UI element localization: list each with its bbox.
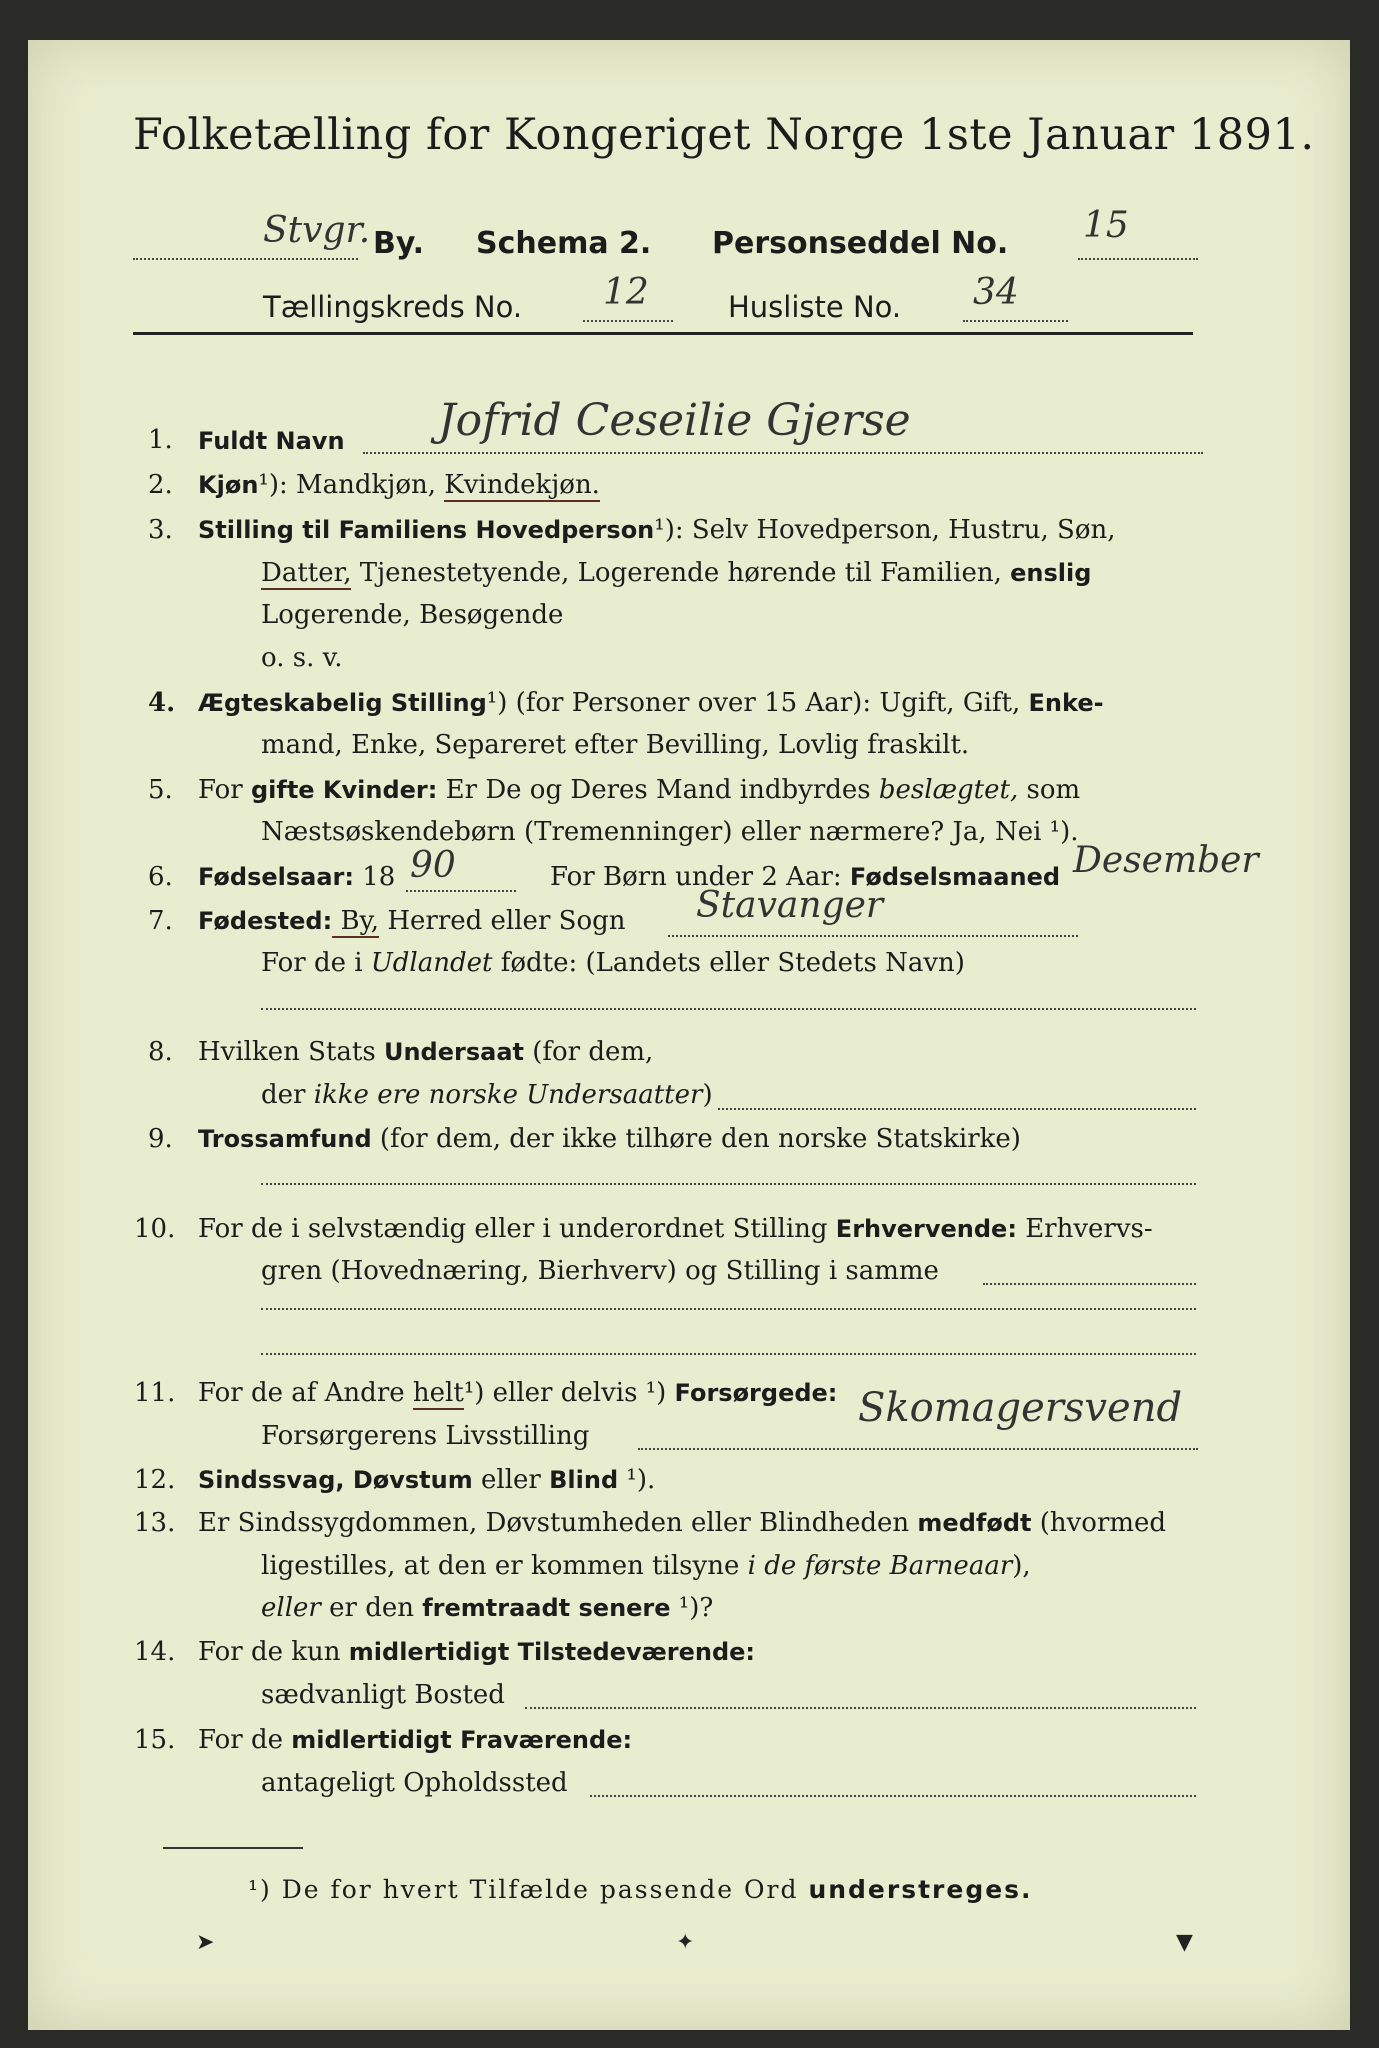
foreign-birth-line <box>261 948 965 978</box>
text: (for dem, der ikke tilhøre den norske Statskirke) <box>371 1124 1021 1154</box>
congenital-line-2 <box>261 1551 1031 1581</box>
text: Herred eller Sogn <box>379 906 626 936</box>
text: For de kun <box>198 1637 349 1667</box>
text: ) <box>702 1080 713 1110</box>
position-label: Stilling til Familiens Hovedperson <box>198 516 655 544</box>
footnote-emphasis: understreges. <box>808 1875 1033 1904</box>
text: Blind <box>549 1466 619 1494</box>
occupation-label: Erhvervende: <box>835 1215 1017 1243</box>
religion-label: Trossamfund <box>198 1125 372 1153</box>
hand-husliste: 34 <box>973 272 1019 313</box>
religion-dotline <box>261 1183 1196 1185</box>
text: Erhvervs- <box>1016 1214 1153 1244</box>
hand-personseddel: 15 <box>1083 205 1129 246</box>
text: der <box>261 1080 314 1110</box>
married-women-label: gifte Kvinder: <box>250 776 438 804</box>
hand-full-name: Jofrid Ceseilie Gjerse <box>438 395 911 446</box>
temp-absent-label: midlertidigt Fraværende: <box>291 1726 633 1754</box>
text: eller <box>472 1465 550 1495</box>
item-number: 5. <box>148 775 173 805</box>
husliste-dotline <box>963 320 1068 322</box>
item-number: 2. <box>148 470 173 500</box>
text: For de i <box>261 948 371 978</box>
item-number: 13. <box>134 1508 176 1538</box>
marital-enke: Enke- <box>1028 689 1104 717</box>
husliste-label: Husliste No. <box>728 290 902 324</box>
congenital-line-1 <box>198 1508 1166 1538</box>
citizenship-line-1 <box>198 1037 653 1067</box>
marital-label: Ægteskabelig Stilling <box>198 689 487 717</box>
hand-birth-year: 90 <box>410 845 456 886</box>
city-dotline <box>133 258 358 260</box>
sex-line <box>198 470 600 500</box>
usual-residence-label: sædvanligt Bosted <box>261 1680 505 1710</box>
text: fremtraadt senere <box>422 1594 671 1622</box>
text: ¹). <box>618 1465 656 1495</box>
registration-mark-center-icon: ✦ <box>676 1930 695 1955</box>
position-line-2 <box>261 558 1091 588</box>
text: For de <box>198 1725 292 1755</box>
hand-birthplace: Stavanger <box>696 885 884 926</box>
position-line-3: Logerende, Besøgende <box>261 600 564 630</box>
supporter-occupation-label: Forsørgerens Livsstilling <box>261 1421 590 1451</box>
birthplace-dotline <box>668 935 1078 937</box>
position-line-1 <box>198 515 1116 545</box>
congenital-label: medfødt <box>917 1509 1032 1537</box>
probable-residence-label: antageligt Opholdssted <box>261 1768 568 1798</box>
item-number: 6. <box>148 862 173 892</box>
item-number: 9. <box>148 1124 173 1154</box>
marital-line-1 <box>198 688 1104 718</box>
occupation-dotline-1 <box>983 1283 1196 1285</box>
marital-line-2: mand, Enke, Separeret efter Bevilling, Lovlig fraskilt. <box>261 730 970 760</box>
footnote-rule <box>163 1847 303 1849</box>
usual-residence-dotline <box>525 1707 1196 1709</box>
occupation-dotline-2 <box>261 1308 1196 1310</box>
text: ¹) eller delvis ¹) <box>463 1378 675 1408</box>
birthplace-label: Fødested: <box>198 907 333 935</box>
supporter-dotline <box>638 1448 1198 1450</box>
text: eller <box>261 1593 321 1623</box>
birth-year-prefix: 18 <box>354 862 396 892</box>
sex-label: Kjøn <box>198 471 259 499</box>
item-number: 15. <box>134 1725 176 1755</box>
hand-supporter-occupation: Skomagersvend <box>858 1385 1183 1431</box>
married-women-line-1 <box>198 775 1080 805</box>
occupation-line-1 <box>198 1214 1153 1244</box>
item-number: 11. <box>134 1378 176 1408</box>
supported-line-1 <box>198 1378 837 1408</box>
text: For de af Andre <box>198 1378 413 1408</box>
text: fødte: (Landets eller Stedets Navn) <box>492 948 965 978</box>
footnote <box>248 1875 1033 1904</box>
occupation-line-2: gren (Hovednæring, Bierhverv) og Stilling i samme <box>261 1256 939 1286</box>
marital-options-1: ¹) (for Personer over 15 Aar): Ugift, Gift, <box>486 688 1029 718</box>
position-options-2: Tjenestetyende, Logerende hørende til Familien, <box>351 558 1011 588</box>
personseddel-label: Personseddel No. <box>712 226 1009 261</box>
text: ¹)? <box>670 1593 714 1623</box>
probable-residence-dotline <box>590 1795 1196 1797</box>
birthplace-line <box>198 906 626 936</box>
position-line-4: o. s. v. <box>261 643 343 673</box>
birth-month-label: Fødselsmaaned <box>849 863 1061 891</box>
taellingskreds-dotline <box>583 320 673 322</box>
registration-mark-right-icon: ▼ <box>1176 1930 1193 1955</box>
temp-absent-line <box>198 1725 632 1755</box>
text: ), <box>1012 1551 1031 1581</box>
item-number: 14. <box>134 1637 176 1667</box>
hand-taellingskreds: 12 <box>603 272 649 313</box>
item-number: 4. <box>148 688 176 718</box>
birth-year-label: Fødselsaar: <box>198 863 354 891</box>
religion-line <box>198 1124 1021 1154</box>
position-options-1: ¹): Selv Hovedperson, Hustru, Søn, <box>654 515 1116 545</box>
item-number: 3. <box>148 515 173 545</box>
birth-year-dotline <box>406 890 516 892</box>
sex-options: ¹): Mandkjøn, <box>258 470 445 500</box>
text: Udlandet <box>370 948 493 978</box>
text: (for dem, <box>523 1037 654 1067</box>
text: For de i selvstændig eller i underordnet Stilling <box>198 1214 836 1244</box>
text: er den <box>320 1593 423 1623</box>
census-form <box>28 40 1350 2030</box>
position-enslig: enslig <box>1010 559 1092 587</box>
text: som <box>1018 775 1081 805</box>
sex-selected: Kvindekjøn. <box>444 470 600 500</box>
supported-helt-selected: helt <box>412 1378 464 1408</box>
disability-line <box>198 1465 655 1495</box>
temp-present-label: midlertidigt Tilstedeværende: <box>348 1638 756 1666</box>
by-label: By. <box>373 226 425 261</box>
occupation-dotline-3 <box>261 1353 1196 1355</box>
birth-year-line <box>198 862 395 892</box>
disability-label: Sindssvag, Døvstum <box>198 1466 473 1494</box>
item-number: 8. <box>148 1037 173 1067</box>
hand-birth-month: Desember <box>1073 840 1259 881</box>
text: (hvormed <box>1031 1508 1167 1538</box>
text: ikke ere norske Undersaatter <box>313 1080 703 1110</box>
item-number: 7. <box>148 906 173 936</box>
item-number: 12. <box>134 1465 176 1495</box>
text: i de første Barneaar <box>747 1551 1013 1581</box>
birthplace-by-selected: By, <box>332 906 380 936</box>
supported-label: Forsørgede: <box>674 1379 838 1407</box>
foreign-birth-dotline <box>261 1008 1196 1010</box>
citizenship-line-2 <box>261 1080 713 1110</box>
full-name-label: Fuldt Navn <box>198 427 345 455</box>
header-rule <box>133 332 1193 335</box>
taellingskreds-label: Tællingskreds No. <box>263 290 523 324</box>
personseddel-dotline <box>1078 258 1198 260</box>
text: Er De og Deres Mand indbyrdes <box>437 775 879 805</box>
congenital-line-3 <box>261 1593 713 1623</box>
hand-city: Stvgr. <box>263 210 371 251</box>
name-dotline <box>363 452 1203 454</box>
form-title: Folketælling for Kongeriget Norge 1ste Januar 1891. <box>133 110 1315 160</box>
registration-mark-left-icon: ➤ <box>196 1930 215 1955</box>
text: beslægtet, <box>878 775 1019 805</box>
text: For <box>198 775 251 805</box>
text: Er Sindssygdommen, Døvstumheden eller Blindheden <box>198 1508 918 1538</box>
married-women-line-2: Næstsøskendebørn (Tremenninger) eller nærmere? Ja, Nei ¹). <box>261 817 1079 847</box>
citizenship-dotline <box>718 1108 1196 1110</box>
schema-label: Schema 2. <box>476 226 652 261</box>
text: Hvilken Stats <box>198 1037 384 1067</box>
item-number: 1. <box>148 425 173 455</box>
position-selected: Datter, <box>261 558 352 588</box>
footnote-text: ¹) De for hvert Tilfælde passende Ord <box>248 1875 809 1904</box>
item-number: 10. <box>134 1214 176 1244</box>
text: For Børn under 2 Aar: <box>550 862 850 892</box>
citizenship-label: Undersaat <box>383 1038 524 1066</box>
temp-present-line <box>198 1637 755 1667</box>
text: ligestilles, at den er kommen tilsyne <box>261 1551 748 1581</box>
